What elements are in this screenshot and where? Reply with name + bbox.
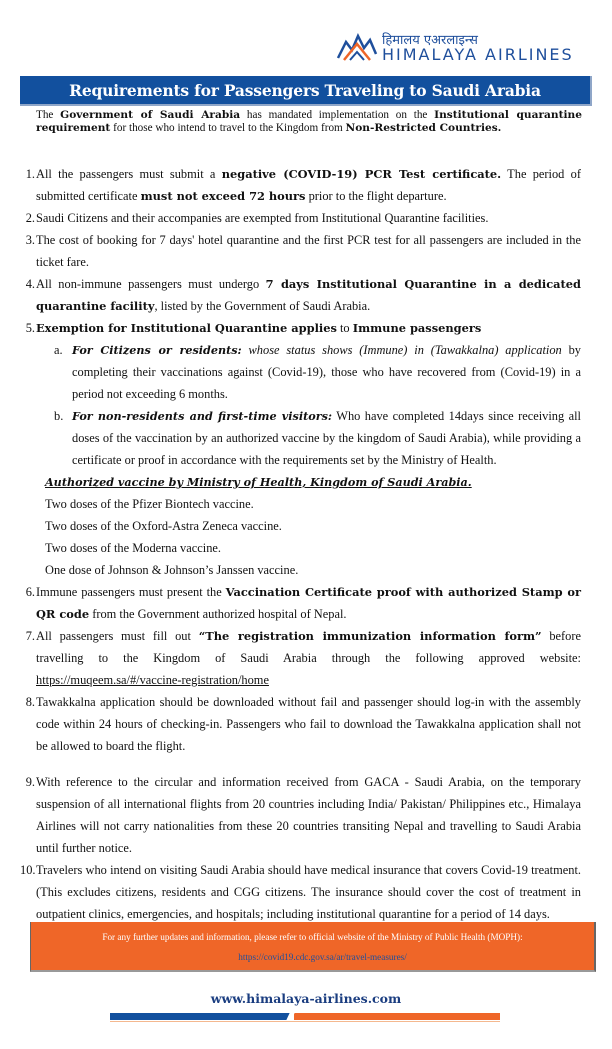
item-text: With reference to the circular and information received from GACA - Saudi Arabia, on the temporary suspension of all international flights from 20 countries including India/ Pakistan/ Philippines etc., Himalaya Airlines will not carry nationalities from these 20 countries transiting Nepal and travelling to Saudi Arabia until further notice. bbox=[36, 775, 581, 855]
footer-stripe-underline bbox=[110, 1021, 500, 1022]
spacer bbox=[0, 757, 612, 771]
moph-link[interactable]: https://covid19.cdc.gov.sa/ar/travel-measures/ bbox=[238, 952, 407, 962]
sub-item-letter: b. bbox=[54, 409, 64, 423]
sub-item bbox=[0, 339, 612, 405]
item-number: 7. bbox=[25, 629, 35, 643]
logo-english-text: HIMALAYA AIRLINES bbox=[382, 45, 574, 64]
item-number: 9. bbox=[25, 775, 35, 789]
sub-item bbox=[0, 405, 612, 471]
moph-info-box bbox=[30, 922, 596, 972]
item-text: , listed by the Government of Saudi Arabia. bbox=[154, 299, 371, 313]
item-bold: Exemption for Institutional Quarantine applies bbox=[36, 321, 337, 335]
intro-text: has mandated implementation on the bbox=[240, 109, 435, 121]
item-number: 6. bbox=[25, 585, 35, 599]
item-text: from the Government authorized hospital of Nepal. bbox=[89, 607, 347, 621]
list-item bbox=[0, 229, 612, 273]
item-text: The period of submitted certificate bbox=[36, 167, 581, 203]
item-text: The cost of booking for 7 days' hotel quarantine and the first PCR test for all passengers are included in the ticket fare. bbox=[36, 233, 581, 269]
vaccine-item: One dose of Johnson & Johnson’s Janssen vaccine. bbox=[45, 563, 299, 577]
logo-hindi-text: हिमालय एअरलाइन्स bbox=[382, 33, 478, 48]
sub-item-text: by completing their vaccinations against (Covid-19), those who have recovered from (Covid-19) in a period not exceeding 6 months. bbox=[72, 343, 581, 401]
himalaya-airlines-logo bbox=[336, 28, 596, 68]
list-item bbox=[0, 691, 612, 757]
list-item bbox=[0, 207, 612, 229]
item-text: All passengers must fill out bbox=[36, 629, 199, 643]
website-link[interactable]: www.himalaya-airlines.com bbox=[210, 991, 402, 1006]
intro-text: The bbox=[36, 109, 61, 121]
intro-bold: Government of Saudi Arabia bbox=[60, 109, 241, 121]
list-item bbox=[0, 163, 612, 207]
sub-item-italic: whose status shows (Immune) in (Tawakkalna) application bbox=[241, 343, 562, 357]
intro-bold: Institutional quarantine requirement bbox=[36, 109, 582, 134]
info-text: For any further updates and information, please refer to official website of the Ministry of Public Health (MOPH): bbox=[102, 932, 523, 942]
item-text: to bbox=[336, 321, 353, 335]
item-bold: must not exceed 72 hours bbox=[140, 189, 306, 203]
item-text: All the passengers must submit a bbox=[36, 167, 222, 181]
item-text: Immune passengers must present the bbox=[36, 585, 226, 599]
sub-item-letter: a. bbox=[54, 343, 63, 357]
list-item bbox=[0, 273, 612, 317]
item-number: 8. bbox=[25, 695, 35, 709]
item-number: 4. bbox=[25, 277, 35, 291]
item-bold: “The registration immunization information form” bbox=[198, 629, 542, 643]
requirements-list bbox=[0, 163, 612, 925]
vaccine-registration-link[interactable]: https://muqeem.sa/#/vaccine-registration/home bbox=[36, 673, 269, 687]
item-text: All non-immune passengers must undergo bbox=[36, 277, 266, 291]
item-number: 2. bbox=[25, 211, 35, 225]
page-title: Requirements for Passengers Traveling to Saudi Arabia bbox=[69, 80, 541, 100]
intro-bold: Non-Restricted Countries. bbox=[345, 122, 502, 134]
item-number: 1. bbox=[25, 167, 35, 181]
item-number: 10. bbox=[20, 863, 36, 877]
item-bold: negative (COVID-19) PCR Test certificate. bbox=[221, 167, 502, 181]
vaccine-list-heading: Authorized vaccine by Ministry of Health, Kingdom of Saudi Arabia. bbox=[45, 475, 472, 489]
vaccine-item: Two doses of the Oxford-Astra Zeneca vaccine. bbox=[45, 519, 282, 533]
list-item bbox=[0, 581, 612, 625]
item-text: prior to the flight departure. bbox=[305, 189, 447, 203]
item-text: before travelling to the Kingdom of Saudi Arabia through the following approved website: bbox=[36, 629, 581, 665]
list-item bbox=[0, 859, 612, 925]
item-number: 5. bbox=[25, 321, 35, 335]
item-text: Tawakkalna application should be downloaded without fail and passenger should log-in with the assembly code within 24 hours of checking-in. Passengers who fail to download the Tawakkalna application shall not be allowed to board the flight. bbox=[36, 695, 581, 753]
item-text: Saudi Citizens and their accompanies are exempted from Institutional Quarantine facilities. bbox=[36, 211, 489, 225]
list-item bbox=[0, 317, 612, 339]
item-number: 3. bbox=[25, 233, 35, 247]
footer-stripe-orange bbox=[294, 1013, 500, 1020]
sub-item-heading: For Citizens or residents: bbox=[72, 343, 242, 357]
item-text: Travelers who intend on visiting Saudi Arabia should have medical insurance that covers Covid-19 treatment. (This excludes citizens, residents and CGG citizens. The insurance should cover the cost of treatment in outpatient clinics, emergencies, and hospitals; including institutional quarantine for a period of 14 days. bbox=[36, 863, 581, 921]
mountain-logo-icon bbox=[336, 28, 378, 64]
title-banner bbox=[20, 76, 592, 106]
intro-text: for those who intend to travel to the Kingdom from bbox=[110, 122, 346, 134]
item-bold: Immune passengers bbox=[352, 321, 482, 335]
list-item bbox=[0, 771, 612, 859]
sub-item-heading: For non-residents and first-time visitors: bbox=[72, 409, 333, 423]
vaccine-item: Two doses of the Moderna vaccine. bbox=[45, 541, 221, 555]
footer-stripe-blue bbox=[110, 1013, 290, 1020]
item-bold: 7 days Institutional Quarantine in a dedicated quarantine facility bbox=[36, 277, 581, 313]
intro-paragraph bbox=[36, 109, 582, 135]
sub-item-text: Who have completed 14days since receiving all doses of the vaccination by an authorized vaccine by the kingdom of Saudi Arabia), while providing a certificate or proof in accordance with the requirements set by the Ministry of Health. bbox=[72, 409, 581, 467]
vaccine-item: Two doses of the Pfizer Biontech vaccine. bbox=[45, 497, 254, 511]
item-bold: Vaccination Certificate proof with authorized Stamp or QR code bbox=[36, 585, 581, 621]
list-item bbox=[0, 625, 612, 691]
